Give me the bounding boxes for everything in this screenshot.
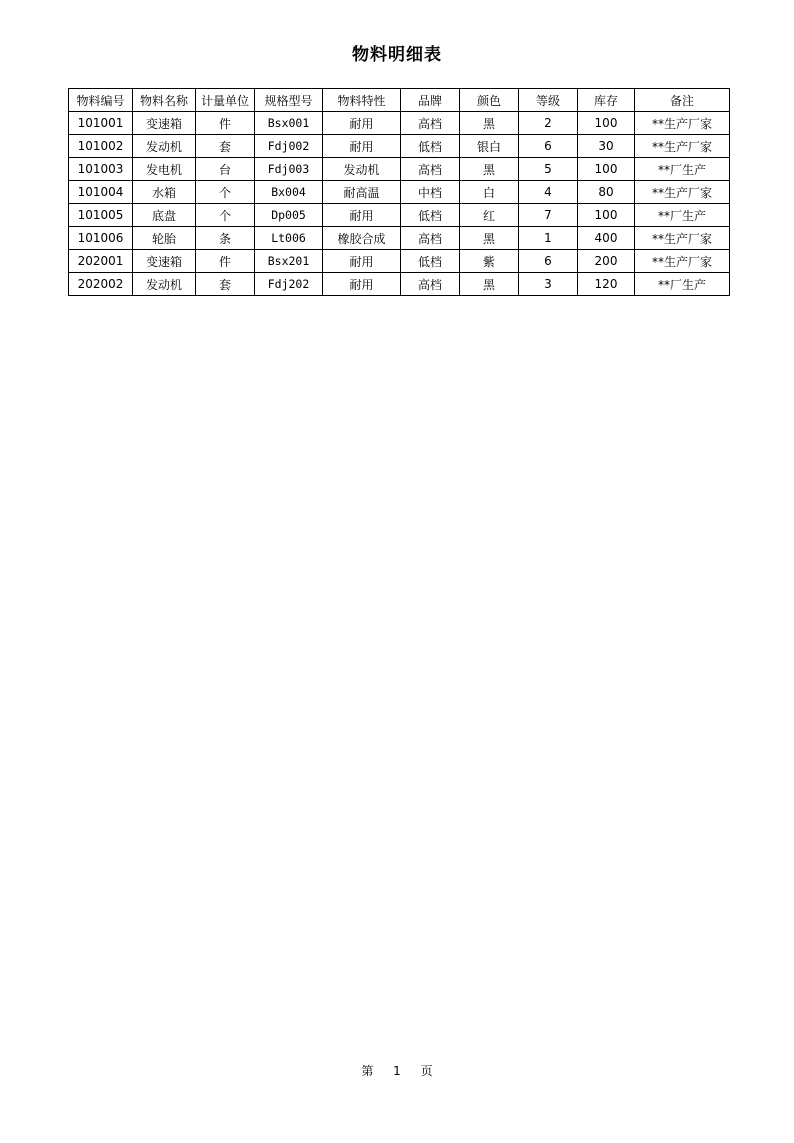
cell-material-name: 变速箱 <box>133 112 196 135</box>
cell-model: Lt006 <box>255 227 323 250</box>
page-number: 1 <box>393 1064 401 1078</box>
cell-unit: 件 <box>196 112 255 135</box>
cell-unit: 台 <box>196 158 255 181</box>
cell-stock: 400 <box>578 227 635 250</box>
cell-property: 耐用 <box>323 250 401 273</box>
col-header-remarks: 备注 <box>635 89 730 112</box>
table-header-row <box>69 89 730 112</box>
cell-color: 黑 <box>460 112 519 135</box>
page-footer-suffix: 页 <box>420 1064 433 1078</box>
cell-property: 发动机 <box>323 158 401 181</box>
cell-property: 耐用 <box>323 273 401 296</box>
cell-remarks: **生产厂家 <box>635 250 730 273</box>
col-header-material-id: 物料编号 <box>69 89 133 112</box>
cell-unit: 件 <box>196 250 255 273</box>
cell-material-name: 发动机 <box>133 273 196 296</box>
cell-unit: 条 <box>196 227 255 250</box>
table-row <box>69 204 730 227</box>
cell-model: Fdj002 <box>255 135 323 158</box>
cell-brand: 中档 <box>401 181 460 204</box>
cell-brand: 高档 <box>401 158 460 181</box>
table-row <box>69 250 730 273</box>
cell-model: Fdj202 <box>255 273 323 296</box>
cell-property: 耐高温 <box>323 181 401 204</box>
cell-remarks: **生产厂家 <box>635 112 730 135</box>
cell-remarks: **厂生产 <box>635 158 730 181</box>
cell-property: 橡胶合成 <box>323 227 401 250</box>
cell-material-id: 101005 <box>69 204 133 227</box>
cell-model: Bsx201 <box>255 250 323 273</box>
cell-material-id: 101004 <box>69 181 133 204</box>
table-row <box>69 158 730 181</box>
page-title: 物料明细表 <box>352 45 442 65</box>
cell-material-name: 水箱 <box>133 181 196 204</box>
cell-level: 4 <box>519 181 578 204</box>
cell-brand: 高档 <box>401 227 460 250</box>
cell-brand: 低档 <box>401 204 460 227</box>
cell-remarks: **厂生产 <box>635 204 730 227</box>
col-header-unit: 计量单位 <box>196 89 255 112</box>
cell-level: 6 <box>519 135 578 158</box>
cell-stock: 120 <box>578 273 635 296</box>
cell-color: 黑 <box>460 227 519 250</box>
table-row <box>69 273 730 296</box>
cell-color: 白 <box>460 181 519 204</box>
cell-property: 耐用 <box>323 112 401 135</box>
cell-brand: 低档 <box>401 250 460 273</box>
cell-stock: 30 <box>578 135 635 158</box>
cell-remarks: **生产厂家 <box>635 227 730 250</box>
cell-unit: 套 <box>196 273 255 296</box>
cell-brand: 低档 <box>401 135 460 158</box>
cell-material-id: 101006 <box>69 227 133 250</box>
cell-remarks: **生产厂家 <box>635 135 730 158</box>
cell-model: Bsx001 <box>255 112 323 135</box>
col-header-material-name: 物料名称 <box>133 89 196 112</box>
cell-unit: 套 <box>196 135 255 158</box>
cell-level: 3 <box>519 273 578 296</box>
table-row <box>69 135 730 158</box>
cell-stock: 80 <box>578 181 635 204</box>
col-header-grade-brand: 品牌 <box>401 89 460 112</box>
cell-material-id: 101001 <box>69 112 133 135</box>
cell-color: 银白 <box>460 135 519 158</box>
cell-level: 2 <box>519 112 578 135</box>
page-footer <box>0 1062 794 1079</box>
cell-level: 1 <box>519 227 578 250</box>
cell-brand: 高档 <box>401 112 460 135</box>
col-header-level: 等级 <box>519 89 578 112</box>
cell-color: 红 <box>460 204 519 227</box>
cell-material-name: 变速箱 <box>133 250 196 273</box>
cell-level: 5 <box>519 158 578 181</box>
cell-remarks: **厂生产 <box>635 273 730 296</box>
materials-table <box>68 88 730 296</box>
cell-unit: 个 <box>196 204 255 227</box>
cell-unit: 个 <box>196 181 255 204</box>
cell-stock: 200 <box>578 250 635 273</box>
cell-material-name: 轮胎 <box>133 227 196 250</box>
table-row <box>69 227 730 250</box>
cell-color: 紫 <box>460 250 519 273</box>
page-footer-prefix: 第 <box>361 1064 374 1078</box>
cell-stock: 100 <box>578 112 635 135</box>
cell-material-name: 发电机 <box>133 158 196 181</box>
cell-stock: 100 <box>578 158 635 181</box>
cell-level: 7 <box>519 204 578 227</box>
cell-color: 黑 <box>460 273 519 296</box>
cell-material-id: 101003 <box>69 158 133 181</box>
cell-material-id: 202001 <box>69 250 133 273</box>
cell-stock: 100 <box>578 204 635 227</box>
cell-brand: 高档 <box>401 273 460 296</box>
table-row <box>69 181 730 204</box>
col-header-model: 规格型号 <box>255 89 323 112</box>
cell-property: 耐用 <box>323 135 401 158</box>
cell-level: 6 <box>519 250 578 273</box>
col-header-color: 颜色 <box>460 89 519 112</box>
cell-property: 耐用 <box>323 204 401 227</box>
cell-color: 黑 <box>460 158 519 181</box>
col-header-property: 物料特性 <box>323 89 401 112</box>
cell-material-id: 101002 <box>69 135 133 158</box>
cell-material-name: 发动机 <box>133 135 196 158</box>
col-header-stock: 库存 <box>578 89 635 112</box>
cell-remarks: **生产厂家 <box>635 181 730 204</box>
cell-model: Dp005 <box>255 204 323 227</box>
table-row <box>69 112 730 135</box>
cell-model: Fdj003 <box>255 158 323 181</box>
cell-material-name: 底盘 <box>133 204 196 227</box>
cell-material-id: 202002 <box>69 273 133 296</box>
cell-model: Bx004 <box>255 181 323 204</box>
